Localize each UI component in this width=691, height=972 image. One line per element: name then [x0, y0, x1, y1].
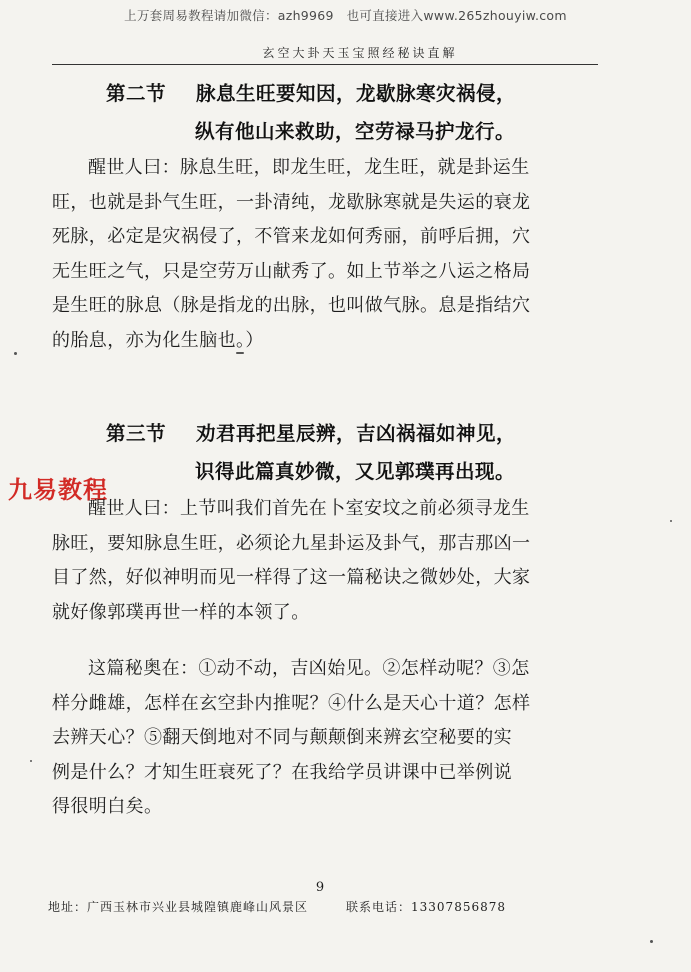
paragraph-line: 去辨天心？⑤翻天倒地对不同与颠颠倒来辨玄空秘要的实 [52, 727, 512, 748]
section-2-number: 第二节 [106, 82, 167, 105]
section-2-verse-line2: 纵有他山来救助，空劳禄马护龙行。 [195, 120, 516, 143]
footer [48, 898, 506, 915]
scan-speck [14, 352, 17, 355]
paragraph-line: 得很明白矣。 [52, 796, 163, 817]
paragraph-line: 无生旺之气，只是空劳万山献秀了。如上节举之八运之格局 [52, 260, 531, 282]
paragraph-line: 是生旺的脉息（脉是指龙的出脉，也叫做气脉。息是指结穴 [52, 295, 531, 316]
secret-paragraph [52, 652, 632, 825]
paragraph-line: 醒世人曰：脉息生旺，即龙生旺，龙生旺，就是卦运生 [88, 157, 530, 178]
top-watermark-text: 上万套周易教程请加微信：azh9969 也可直接进入www.265zhouyiw.com [124, 8, 567, 23]
paragraph-line: 的胎息，亦为化生脑也。） [52, 329, 264, 351]
paragraph-line: 醒世人曰：上节叫我们首先在卜室安坟之前必须寻龙生 [88, 498, 530, 519]
paragraph-line: 脉旺，要知脉息生旺，必须论九星卦运及卦气，那吉那凶一 [52, 532, 531, 554]
scan-speck [30, 760, 32, 762]
section-2-verse-line1: 脉息生旺要知因，龙歇脉寒灾祸侵， [196, 82, 517, 105]
section-2-heading [106, 78, 516, 106]
paragraph-line: 就好像郭璞再世一样的本领了。 [52, 601, 310, 623]
paragraph-line: 死脉，必定是灾祸侵了，不管来龙如何秀丽，前呼后拥，穴 [52, 226, 531, 247]
header-rule [52, 64, 598, 65]
scan-speck [650, 940, 653, 943]
page-number: 9 [315, 880, 325, 895]
paragraph-line: 样分雌雄，怎样在玄空卦内推呢？④什么是天心十道？怎样 [52, 692, 531, 714]
footer-phone: 联系电话：13307856878 [346, 900, 506, 914]
scan-speck [670, 520, 672, 522]
paragraph-line: 目了然，好似神明而见一样得了这一篇秘诀之微妙处，大家 [52, 567, 531, 588]
paragraph-line: 旺，也就是卦气生旺，一卦清纯，龙歇脉寒就是失运的衰龙 [52, 191, 531, 213]
section-3-verse-line1: 劝君再把星辰辨，吉凶祸福如神见， [196, 422, 517, 445]
section-3-heading [106, 418, 516, 446]
section-3-number: 第三节 [106, 422, 167, 445]
paragraph-line: 例是什么？才知生旺衰死了？在我给学员讲课中已举例说 [52, 761, 512, 783]
footer-address: 地址：广西玉林市兴业县城隍镇鹿峰山风景区 [48, 900, 309, 914]
section-2-paragraph [52, 151, 632, 358]
scan-speck [236, 352, 244, 354]
brand-stamp: 九易教程 [8, 476, 108, 504]
paragraph-line: 这篇秘奥在：①动不动，吉凶始见。②怎样动呢？③怎 [88, 658, 530, 679]
running-title: 玄空大卦天玉宝照经秘诀直解 [262, 46, 458, 60]
section-3-paragraph [52, 492, 632, 630]
section-3-verse-line2: 识得此篇真妙微，又见郭璞再出现。 [195, 460, 516, 483]
